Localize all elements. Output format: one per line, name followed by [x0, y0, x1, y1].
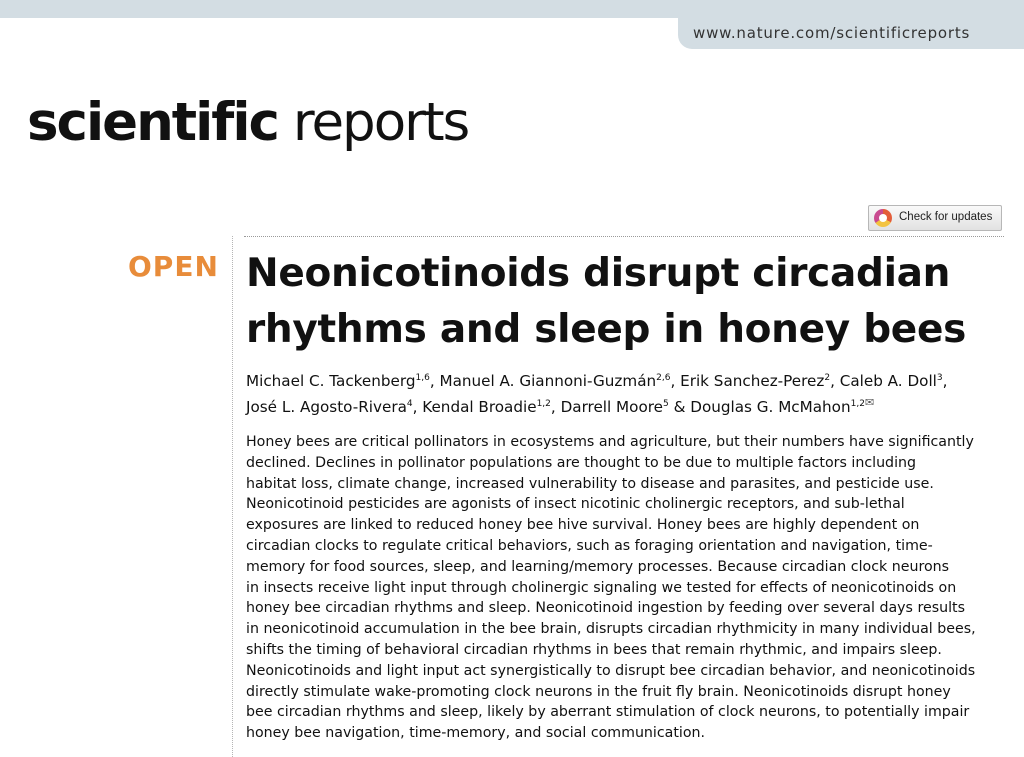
author-name[interactable]: Darrell Moore [560, 398, 664, 416]
author-affiliation: 1,6 [415, 373, 430, 383]
abstract [246, 432, 1016, 744]
crossmark-icon [874, 209, 892, 227]
abstract-line: in neonicotinoid accumulation in the bee brain, disrupts circadian rhythmicity in many individual bees, [246, 621, 976, 638]
author-affiliation: 3 [936, 373, 943, 383]
author-name[interactable]: Caleb A. Doll [839, 372, 937, 390]
author-affiliation: 1,2 [850, 399, 865, 409]
abstract-line: bee circadian rhythms and sleep, likely by aberrant stimulation of clock neurons, to potentially impair [246, 704, 970, 721]
author-list: Michael C. Tackenberg$^{1,6}$, Manuel A. Giannoni-Guzmán$^{2,6}$, Erik Sanchez-Perez$^2$, Caleb A. Doll$^3$, José L. Agosto-Rivera$^4$, Kendal Broadie$^{1,2}$, Darrell Moore$^5$ & Douglas G. McMahon$^{1,2✉}$ [246, 372, 948, 416]
logo-bold-word: scientific [27, 92, 278, 153]
abstract-line: Neonicotinoid pesticides are agonists of insect nicotinic cholinergic receptors, and sub-lethal [246, 496, 905, 513]
article-title: Neonicotinoids disrupt circadian rhythms and sleep in honey bees [246, 251, 967, 352]
author-affiliation: 2 [824, 373, 831, 383]
abstract-line: honey bee circadian rhythms and sleep. Neonicotinoid ingestion by feeding over several days results [246, 600, 965, 617]
abstract-line: shifts the timing of behavioral circadian rhythms in bees that remain rhythmic, and impairs sleep. [246, 641, 942, 658]
abstract-line: declined. Declines in pollinator populations are thought to be due to multiple factors including [246, 454, 917, 471]
abstract-line: circadian clocks to regulate critical behaviors, such as foraging orientation and navigation, time- [246, 537, 933, 554]
author-affiliation: 2,6 [656, 373, 671, 383]
author-name[interactable]: Michael C. Tackenberg [246, 372, 416, 390]
journal-url-link[interactable]: www.nature.com/scientificreports [693, 24, 971, 42]
logo-light-word: reports [292, 92, 469, 153]
journal-logo[interactable] [27, 92, 468, 153]
abstract-line: Honey bees are critical pollinators in ecosystems and agriculture, but their numbers have significantly [246, 434, 974, 450]
abstract-line: honey bee navigation, time-memory, and social communication. [246, 725, 706, 742]
abstract-line: memory for food sources, sleep, and learning/memory processes. Because circadian clock neurons [246, 558, 950, 575]
abstract-line: exposures are linked to reduced honey bee hive survival. Honey bees are highly dependent on [246, 517, 920, 534]
author-name[interactable]: Manuel A. Giannoni-Guzmán [439, 372, 657, 390]
top-bar [0, 0, 1024, 18]
abstract-line: directly stimulate wake-promoting clock neurons in the fruit fly brain. Neonicotinoids disrupt honey [246, 683, 951, 700]
abstract-line: in insects receive light input through cholinergic signaling we tested for effects of neonicotinoids on [246, 579, 957, 596]
author-affiliation: 1,2 [536, 399, 551, 409]
author-affiliation: 5 [663, 399, 669, 409]
author-name[interactable]: José L. Agosto-Rivera [246, 398, 407, 416]
check-for-updates-label: Check for updates [899, 211, 993, 223]
open-access-label: OPEN [128, 250, 219, 283]
abstract-line: Neonicotinoids and light input act synergistically to disrupt bee circadian behavior, and neonicotinoids [246, 662, 976, 679]
check-for-updates-button[interactable] [868, 205, 1002, 231]
author-name[interactable]: Kendal Broadie [422, 398, 537, 416]
author-name[interactable]: Erik Sanchez-Perez [680, 372, 825, 390]
column-divider [232, 236, 233, 757]
abstract-line: habitat loss, climate change, increased vulnerability to disease and parasites, and pesticide use. [246, 475, 934, 492]
envelope-icon[interactable]: ✉ [864, 396, 875, 409]
author-name[interactable]: Douglas G. McMahon [690, 398, 851, 416]
title-divider [244, 236, 1004, 237]
author-affiliation: 4 [406, 399, 413, 409]
